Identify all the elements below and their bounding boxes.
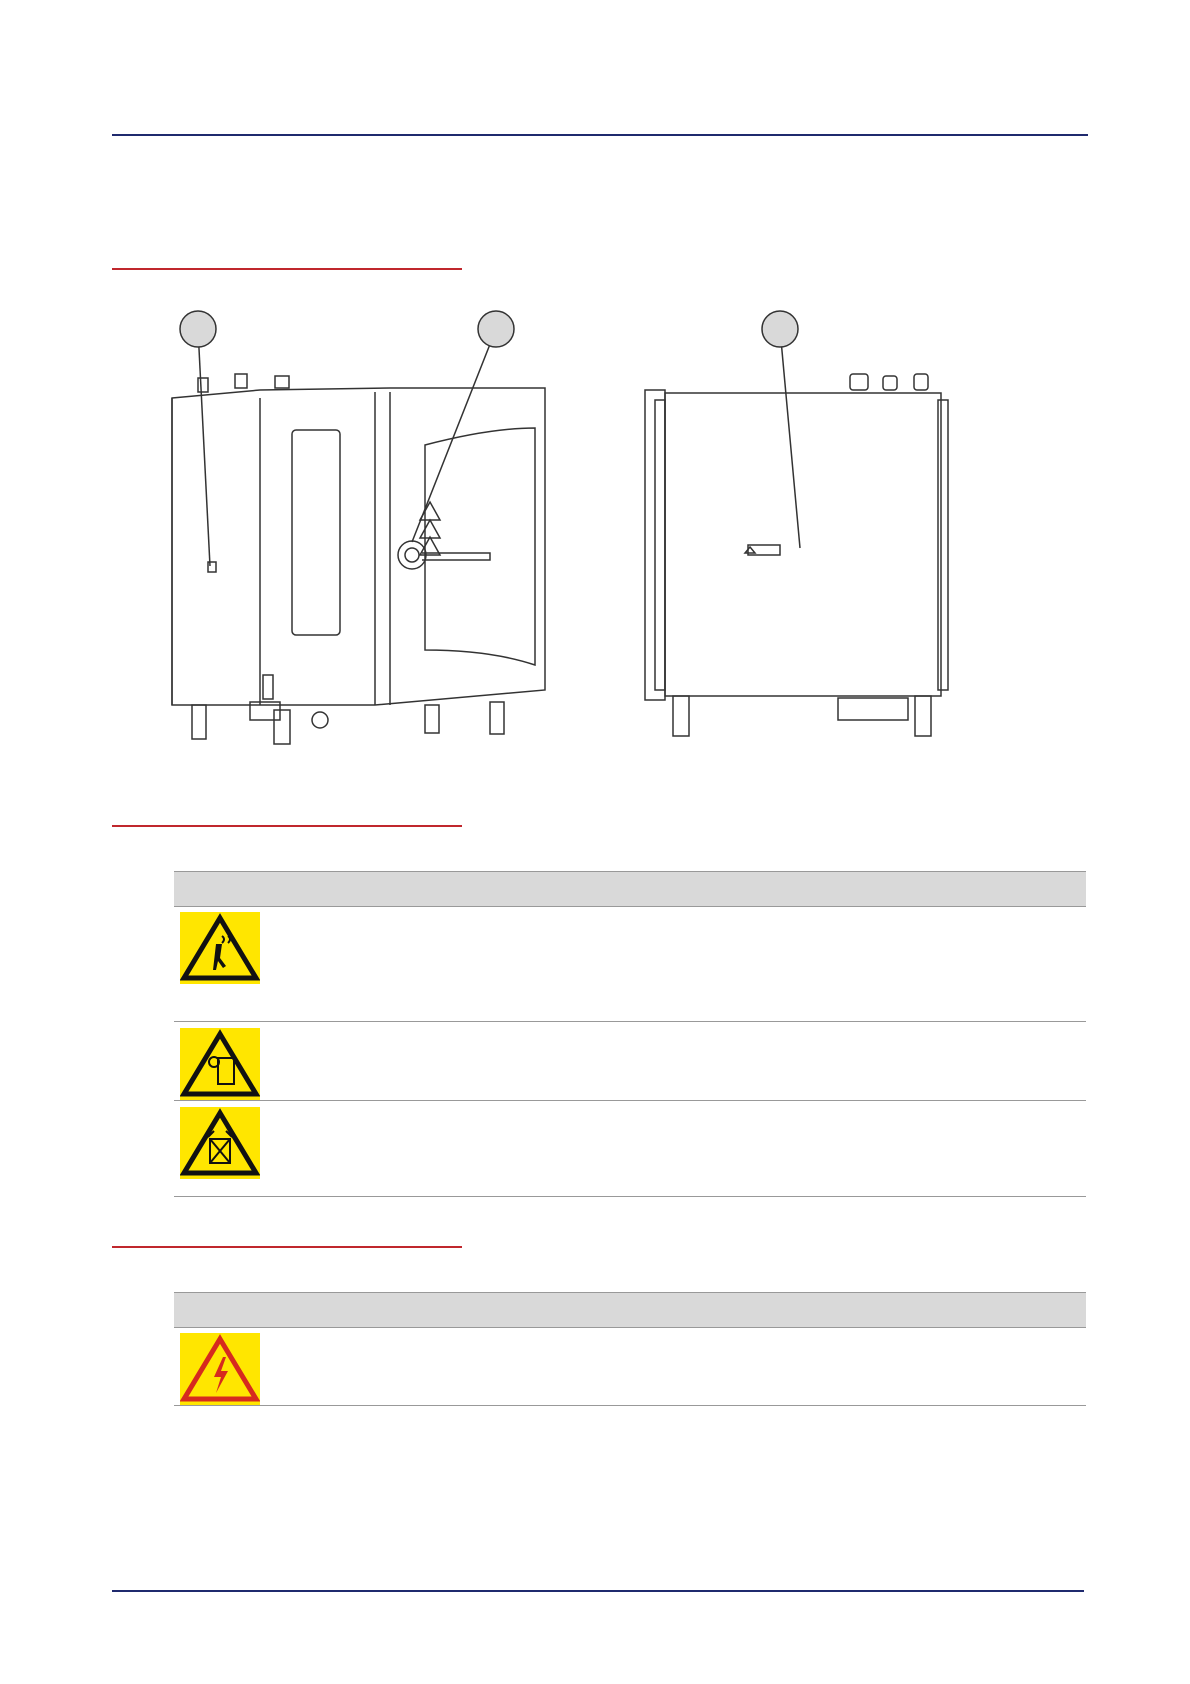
table2-header (174, 1292, 1086, 1328)
leader-line-2 (412, 329, 496, 542)
oven-drawing (150, 310, 970, 770)
electrical-hazard-icon (180, 1333, 260, 1405)
callout-1 (180, 311, 216, 347)
right-oven-body (665, 393, 941, 696)
section-rule-1 (112, 268, 462, 270)
tipping-over-warning-icon (180, 1107, 260, 1179)
table1-row-3 (174, 1101, 1086, 1197)
section-rule-2 (112, 825, 462, 827)
table1-header (174, 871, 1086, 907)
leader-line-3 (780, 329, 800, 548)
hot-surface-warning-icon (180, 912, 260, 984)
header-rule (112, 134, 1088, 136)
left-oven-body (172, 388, 545, 705)
hand-crush-door-warning-icon (180, 1028, 260, 1100)
section-rule-3 (112, 1246, 462, 1248)
table1-row-1 (174, 906, 1086, 1022)
callout-3 (762, 311, 798, 347)
callout-2 (478, 311, 514, 347)
leader-line-1 (198, 329, 210, 566)
table1-row-2 (174, 1022, 1086, 1101)
footer-rule (112, 1590, 1084, 1592)
table2-row-1 (174, 1327, 1086, 1406)
oven-figure (150, 310, 970, 770)
